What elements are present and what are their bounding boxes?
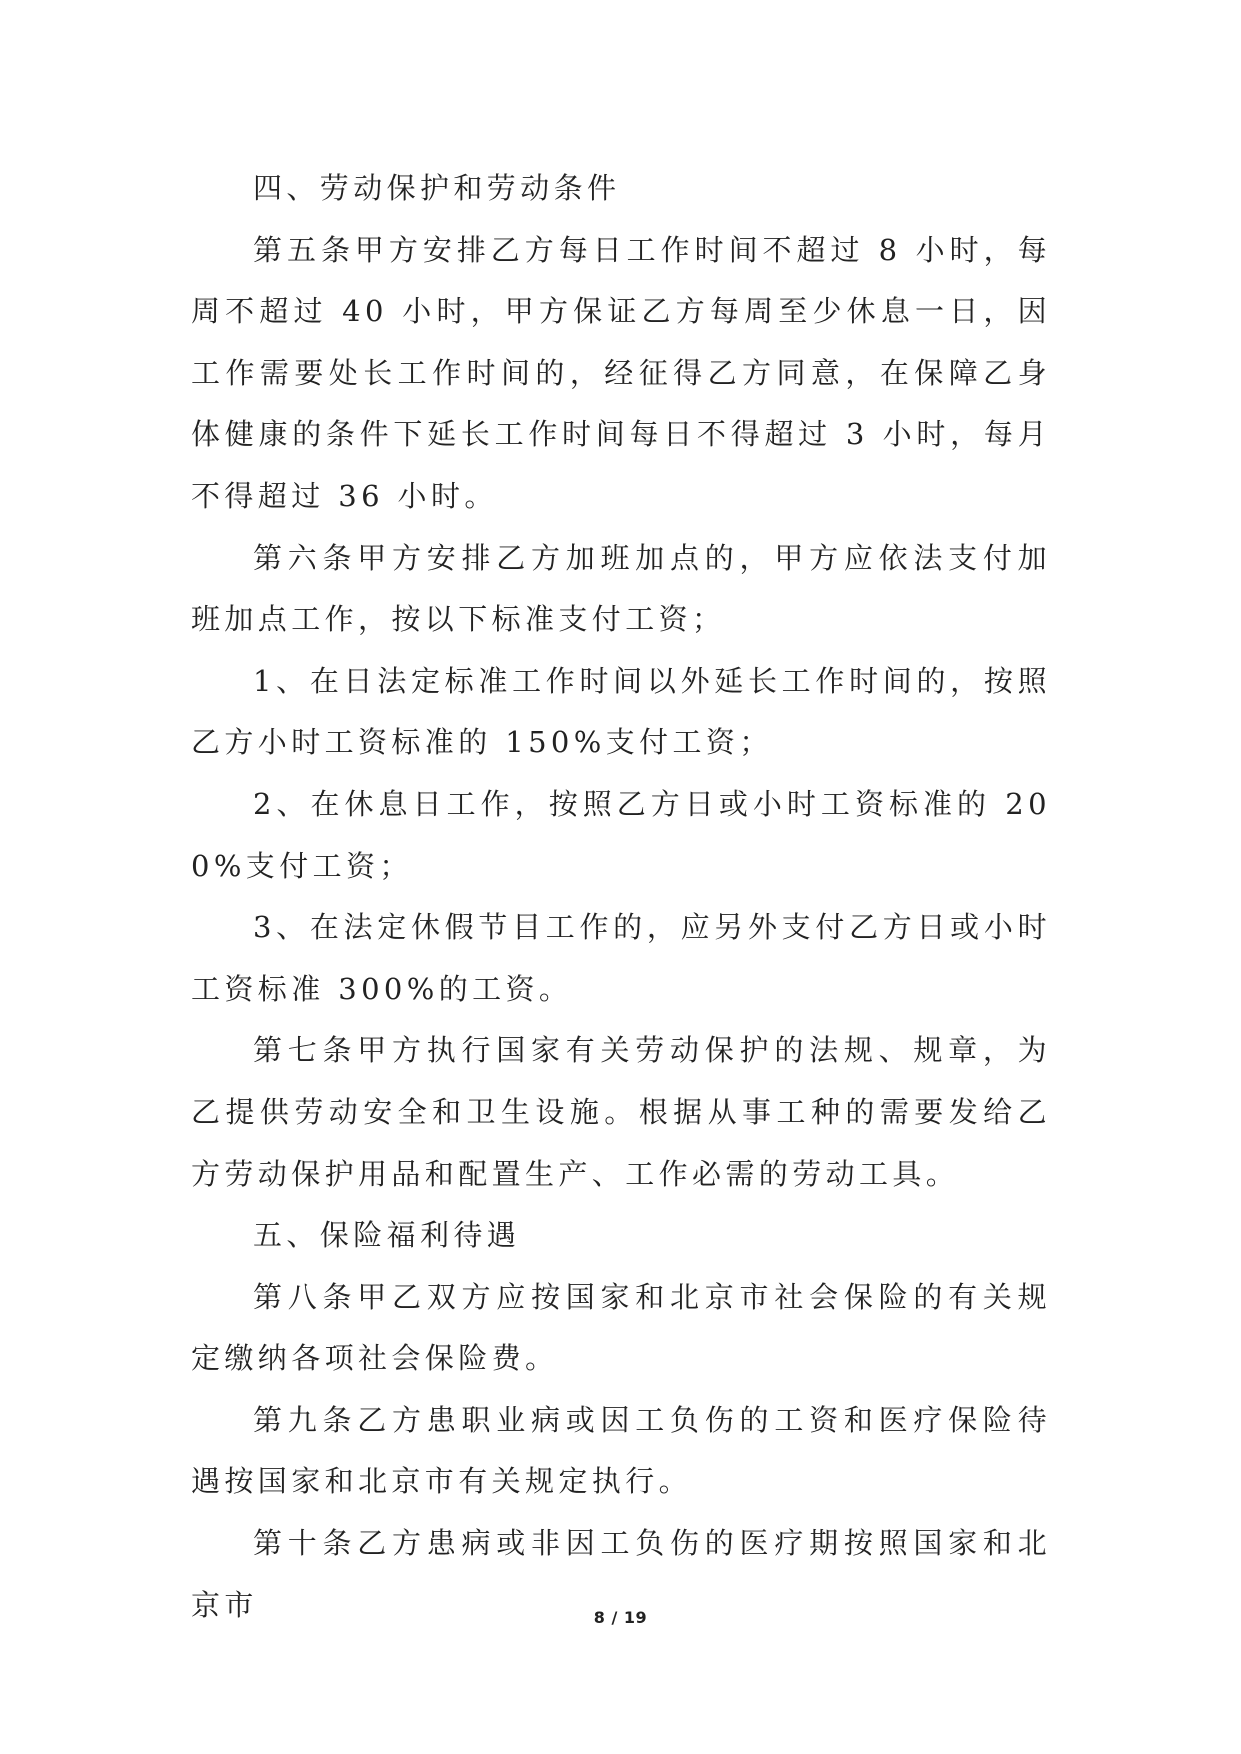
section-heading-insurance-benefits: 五、保险福利待遇 — [253, 1218, 521, 1253]
article-9-paragraph: 第九条乙方患职业病或因工负伤的工资和医疗保险待遇按国家和北京市有关规定执行。 — [191, 1402, 1051, 1499]
article-10-paragraph: 第十条乙方患病或非因工负伤的医疗期按照国家和北京市 — [191, 1526, 1051, 1622]
overtime-rule-1: 1、在日法定标准工作时间以外延长工作时间的，按照乙方小时工资标准的 150%支付工资； — [191, 663, 1051, 760]
overtime-rule-2: 2、在休息日工作，按照乙方日或小时工资标准的 200%支付工资； — [191, 786, 1051, 883]
document-body — [191, 158, 1051, 1636]
section-heading-labor-protection: 四、劳动保护和劳动条件 — [253, 171, 621, 205]
article-6-paragraph: 第六条甲方安排乙方加班加点的，甲方应依法支付加班加点工作，按以下标准支付工资； — [191, 540, 1051, 637]
article-8-paragraph: 第八条甲乙双方应按国家和北京市社会保险的有关规定缴纳各项社会保险费。 — [191, 1279, 1051, 1376]
overtime-rule-3: 3、在法定休假节目工作的，应另外支付乙方日或小时工资标准 300%的工资。 — [191, 910, 1051, 1006]
article-5-paragraph: 第五条甲方安排乙方每日工作时间不超过 8 小时，每周不超过 40 小时，甲方保证乙方每周至少休息一日，因工作需要处长工作时间的，经征得乙方同意，在保障乙身体健康的条件下延长工作时间每日不得超过 3 小时，每月不得超过 36 小时。 — [191, 232, 1051, 513]
article-7-paragraph: 第七条甲方执行国家有关劳动保护的法规、规章，为乙提供劳动安全和卫生设施。根据从事工种的需要发给乙方劳动保护用品和配置生产、工作必需的劳动工具。 — [191, 1033, 1051, 1191]
page-number: 8 / 19 — [593, 1608, 648, 1627]
